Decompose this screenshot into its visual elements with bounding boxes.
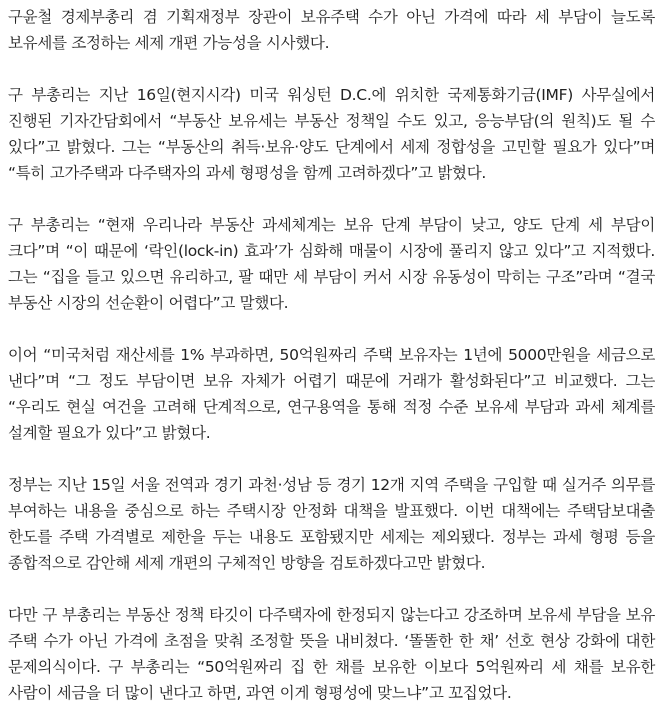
article-paragraph: 구 부총리는 “현재 우리나라 부동산 과세체계는 보유 단계 부담이 낮고, 양도 단계 세 부담이 크다”며 “이 때문에 ‘락인(lock-in) 효과’가 심화해 매물이 시장에 풀리지 않고 있다”고 지적했다. 그는 “집을 들고 있으면 유리하고, 팔 때만 세 부담이 커서 시장 유동성이 막히는 구조”라며 “결국 부동산 시장의 선순환이 어렵다”고 말했다. xyxy=(8,216,655,312)
article-paragraph: 정부는 지난 15일 서울 전역과 경기 과천·성남 등 경기 12개 지역 주택을 구입할 때 실거주 의무를 부여하는 내용을 중심으로 하는 주택시장 안정화 대책을 발표했다. 이번 대책에는 주택담보대출 한도를 주택 가격별로 제한을 두는 내용도 포함됐지만 세제는 제외됐다. 정부는 과세 형평 등을 종합적으로 감안해 세제 개편의 구체적인 방향을 검토하겠다고만 밝혔다. xyxy=(8,476,655,572)
article-paragraph: 구 부총리는 지난 16일(현지시각) 미국 워싱턴 D.C.에 위치한 국제통화기금(IMF) 사무실에서 진행된 기자간담회에서 “부동산 보유세는 부동산 정책일 수도 있고, 응능부담(의 원칙)도 될 수 있다”고 밝혔다. 그는 “부동산의 취득·보유·양도 단계에서 세제 정합성을 고민할 필요가 있다”며 “특히 고가주택과 다주택자의 과세 형평성을 함께 고려하겠다”고 밝혔다. xyxy=(8,86,655,182)
article-paragraph: 다만 구 부총리는 부동산 정책 타깃이 다주택자에 한정되지 않는다고 강조하며 보유세 부담을 보유 주택 수가 아닌 가격에 초점을 맞춰 조정할 뜻을 내비쳤다. ‘똘똘한 한 채’ 선호 현상 강화에 대한 문제의식이다. 구 부총리는 “50억원짜리 집 한 채를 보유한 이보다 5억원짜리 세 채를 보유한 사람이 세금을 더 많이 낸다고 하면, 과연 이게 형평성에 맞느냐”고 꼬집었다. xyxy=(8,606,655,702)
article-paragraph: 이어 “미국처럼 재산세를 1% 부과하면, 50억원짜리 주택 보유자는 1년에 5000만원을 세금으로 낸다”며 “그 정도 부담이면 보유 자체가 어렵기 때문에 거래가 활성화된다”고 비교했다. 그는 “우리도 현실 여건을 고려해 단계적으로, 연구용역을 통해 적정 수준 보유세 부담과 과세 체계를 설계할 필요가 있다”고 밝혔다. xyxy=(8,346,655,442)
article-paragraph: 구윤철 경제부총리 겸 기획재정부 장관이 보유주택 수가 아닌 가격에 따라 세 부담이 늘도록 보유세를 조정하는 세제 개편 가능성을 시사했다. xyxy=(8,8,655,52)
